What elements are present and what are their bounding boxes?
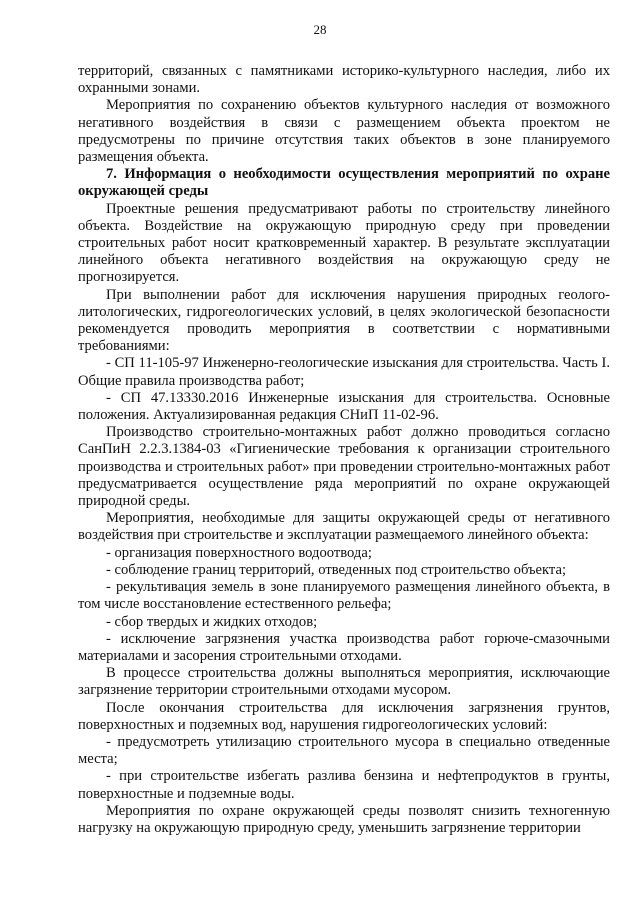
paragraph: После окончания строительства для исключения загрязнения грунтов, поверхностных и подземных вод, нарушения гидрогеологических условий:: [78, 699, 610, 733]
list-item: - предусмотреть утилизацию строительного мусора в специально отведенные места;: [78, 733, 610, 768]
list-item: - сбор твердых и жидких отходов;: [106, 613, 318, 630]
list-item: - СП 47.13330.2016 Инженерные изыскания для строительства. Основные положения. Актуализированная редакция СНиП 11-02-96.: [78, 389, 610, 424]
paragraph: В процессе строительства должны выполняться мероприятия, исключающие загрязнение территории строительными отходами мусором.: [78, 665, 610, 699]
document-body: [78, 63, 610, 837]
paragraph: Производство строительно-монтажных работ должно проводиться согласно СанПиН 2.2.3.1384-03 «Гигиенические требования к организации строительного производства и строительных работ» при проведении строительно-монтажных работ предусматривается осуществление ряда мероприятий по охране окружающей природной среды.: [78, 424, 610, 510]
paragraph: Проектные решения предусматривают работы по строительству линейного объекта. Воздействие на окружающую природную среду при проведении строительных работ носит кратковременный характер. В результате эксплуатации линейного объекта негативного воздействия на окружающую среду не прогнозируется.: [78, 200, 610, 286]
paragraph: территорий, связанных с памятниками историко-культурного наследия, либо их охранными зонами.: [78, 63, 610, 97]
paragraph: Мероприятия по охране окружающей среды позволят снизить техногенную нагрузку на окружающую природную среду, уменьшить загрязнение территории: [78, 802, 610, 836]
list-item: - рекультивация земель в зоне планируемого размещения линейного объекта, в том числе восстановление естественного рельефа;: [78, 579, 610, 613]
list-item: - при строительстве избегать разлива бензина и нефтепродуктов в грунты, поверхностные и подземные воды.: [78, 768, 610, 802]
paragraph: При выполнении работ для исключения нарушения природных геолого-литологических, гидрогеологических условий, в целях экологической безопасности рекомендуется проводить мероприятия в соответствии с нормативными требованиями:: [78, 286, 610, 355]
section-heading: 7. Информация о необходимости осуществления мероприятий по охране окружающей среды: [78, 166, 610, 200]
paragraph: Мероприятия по сохранению объектов культурного наследия от возможного негативного воздействия в связи с размещением объекта проектом не предусмотрены по причине отсутствия таких объектов в зоне планируемого размещения объекта.: [78, 97, 610, 166]
list-item: - СП 11-105-97 Инженерно-геологические изыскания для строительства. Часть I. Общие правила производства работ;: [78, 355, 610, 389]
paragraph: Мероприятия, необходимые для защиты окружающей среды от негативного воздействия при строительстве и эксплуатации размещаемого линейного объекта:: [78, 510, 610, 544]
list-item: - соблюдение границ территорий, отведенных под строительство объекта;: [106, 561, 567, 578]
page-number: 28: [313, 22, 327, 37]
list-item: - исключение загрязнения участка производства работ горюче-смазочными материалами и засорения строительными отходами.: [78, 630, 610, 664]
list-item: - организация поверхностного водоотвода;: [106, 544, 372, 561]
